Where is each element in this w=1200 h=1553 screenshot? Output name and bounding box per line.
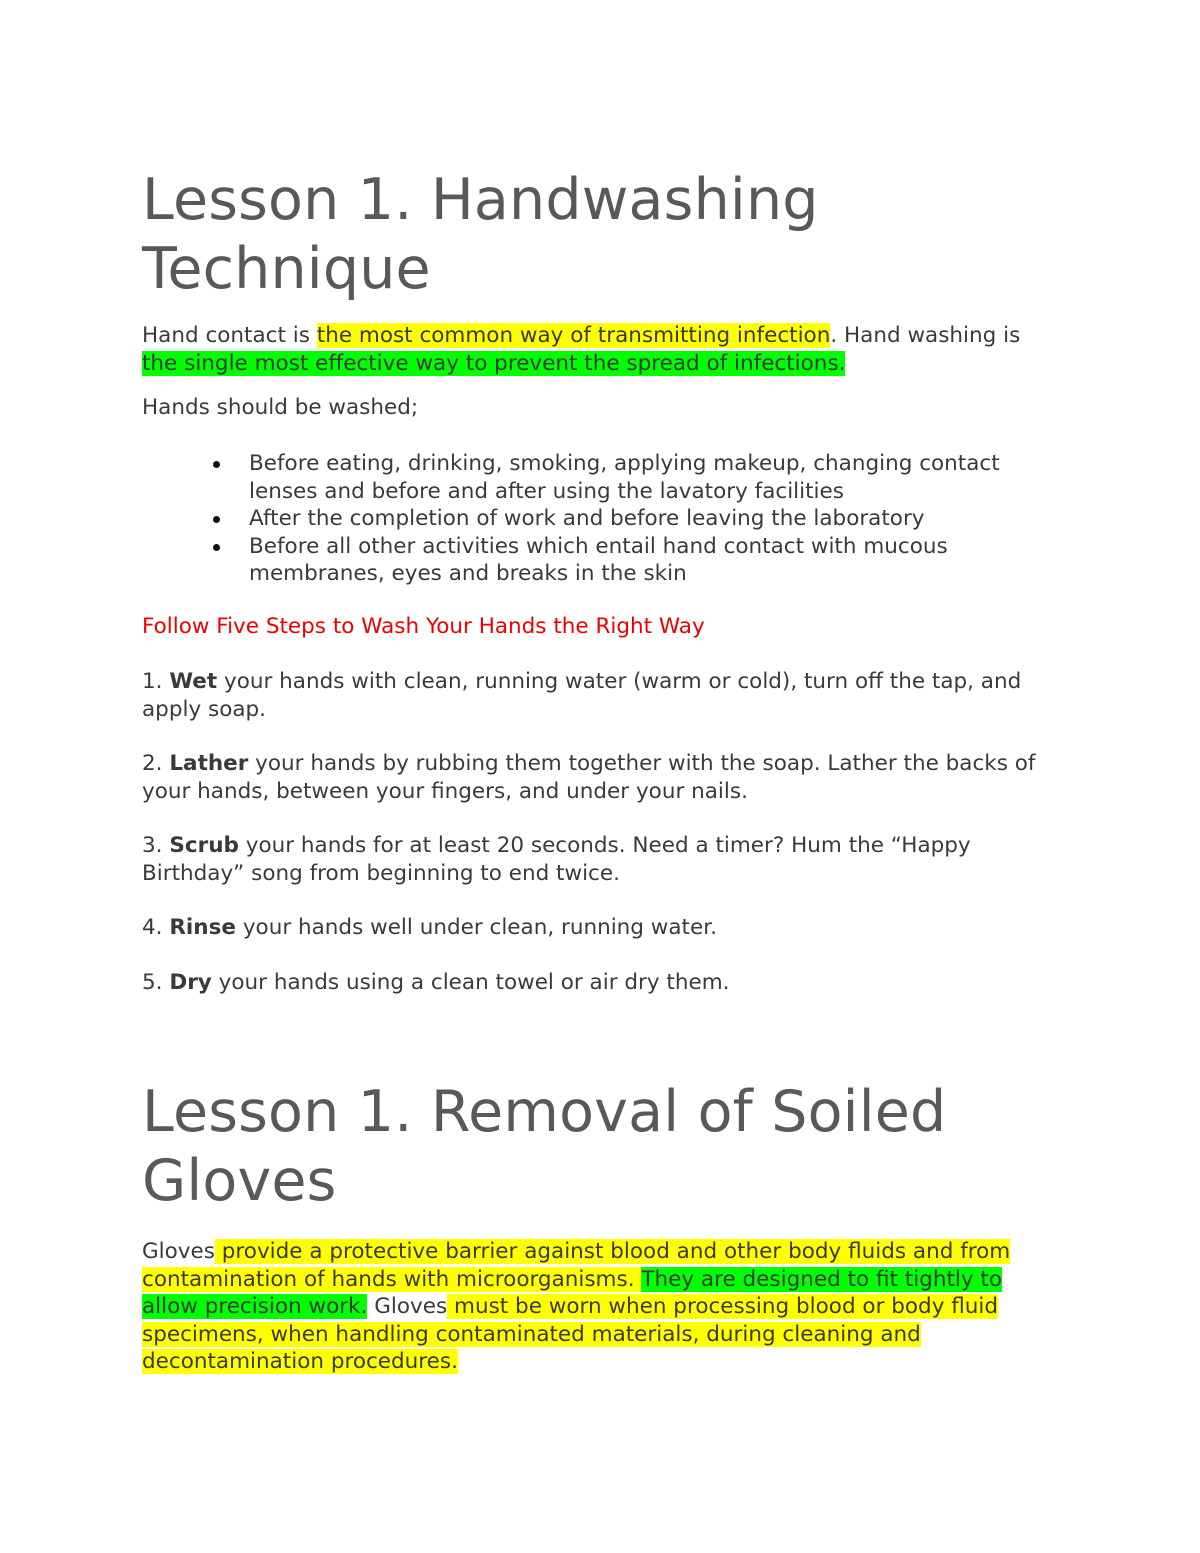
intro-highlight-1: the most common way of transmitting infection <box>316 323 831 348</box>
bullet-list <box>142 450 1042 588</box>
bullet-icon <box>213 516 220 523</box>
para-highlight-2: They are designed to fit tightly to allow precision work. <box>142 1266 1003 1319</box>
para-highlight-3: must be worn when processing blood or body fluid specimens, when handling contaminated materials, during cleaning and decontamination procedures. <box>142 1294 999 1374</box>
bullet-icon <box>213 461 220 468</box>
list-item: Before eating, drinking, smoking, applying makeup, changing contact lenses and before and after using the lavatory facilities <box>142 450 1042 505</box>
hands-should-label: Hands should be washed; <box>142 395 419 420</box>
step-3: 3. Scrub your hands for at least 20 seconds. Need a timer? Hum the “Happy Birthday” song from beginning to end twice. <box>142 833 971 886</box>
section2-paragraph <box>142 1238 1047 1376</box>
step-4: 4. Rinse your hands well under clean, running water. <box>142 915 717 940</box>
para-text-1: Gloves <box>142 1239 215 1264</box>
step-5: 5. Dry your hands using a clean towel or air dry them. <box>142 970 730 995</box>
step-2: 2. Lather your hands by rubbing them together with the soap. Lather the backs of your hands, between your fingers, and under your nails. <box>142 751 1036 804</box>
section2-title: Lesson 1. Removal of Soiled Gloves <box>142 1079 947 1214</box>
steps-heading: Follow Five Steps to Wash Your Hands the Right Way <box>142 614 705 639</box>
list-item: After the completion of work and before leaving the laboratory <box>142 505 1042 533</box>
para-text-2: Gloves <box>367 1294 448 1319</box>
bullet-icon <box>213 544 220 551</box>
para-highlight-1: provide a protective barrier against blood and other body fluids and from contamination of hands with microorganisms. <box>142 1239 1011 1292</box>
intro-text-1: Hand contact is <box>142 323 317 348</box>
intro-highlight-2: the single most effective way to prevent the spread of infections. <box>142 350 846 376</box>
section1-title: Lesson 1. Handwashing Technique <box>142 167 819 302</box>
list-item: Before all other activities which entail hand contact with mucous membranes, eyes and breaks in the skin <box>142 533 1042 588</box>
intro-text-2: . Hand washing is <box>830 323 1021 348</box>
section1-intro <box>142 322 1042 377</box>
step-1: 1. Wet your hands with clean, running water (warm or cold), turn off the tap, and apply soap. <box>142 669 1022 722</box>
